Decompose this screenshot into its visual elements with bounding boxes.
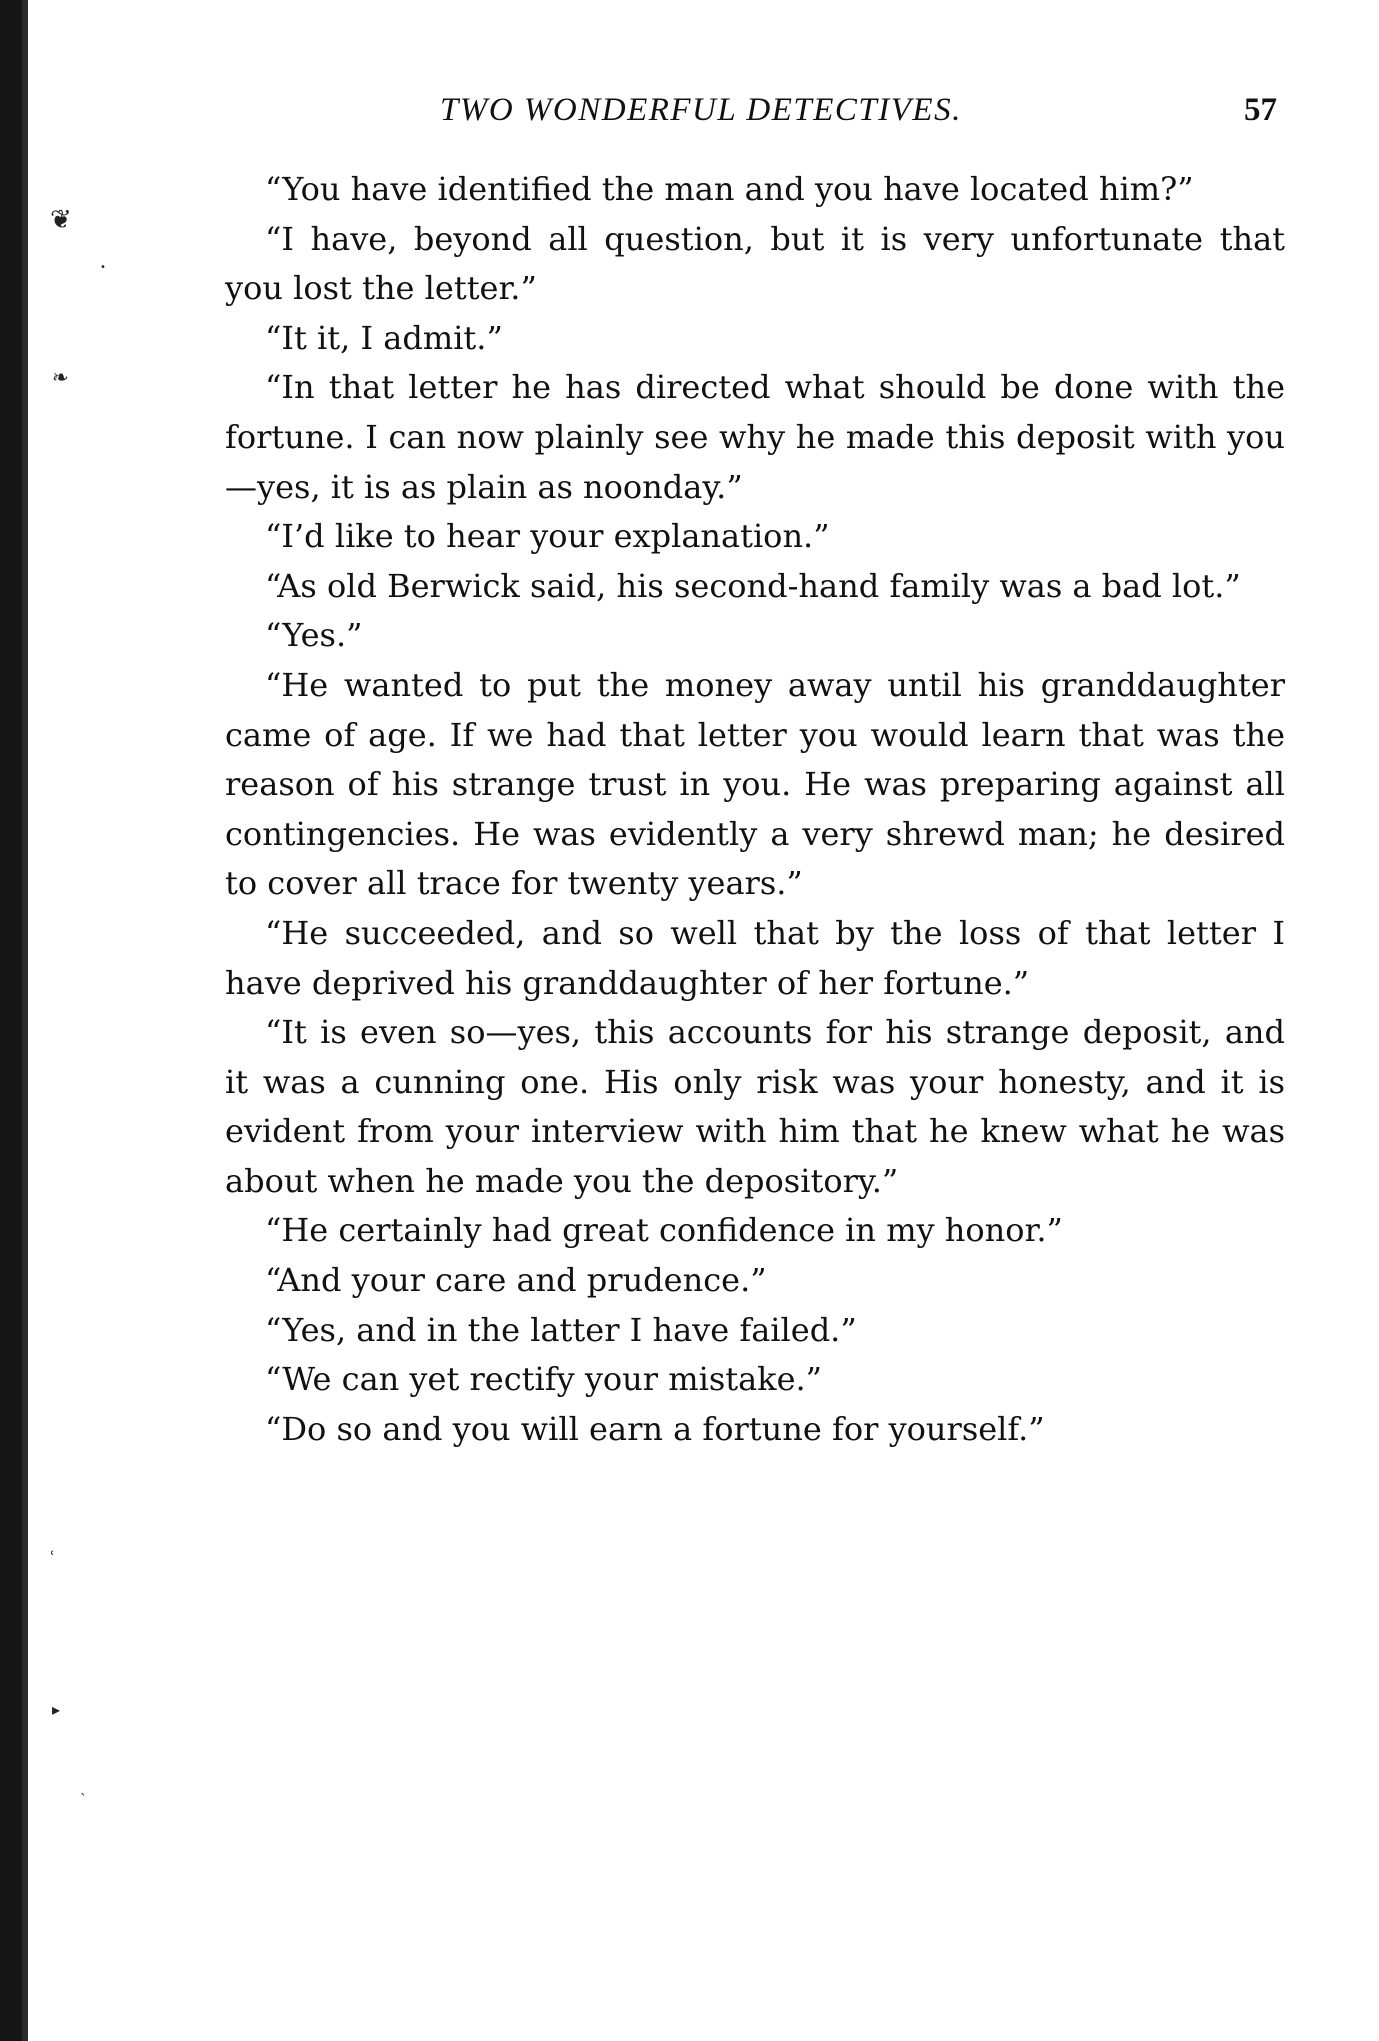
paragraph: “You have identified the man and you have located him?” xyxy=(265,170,1194,208)
body-text xyxy=(225,165,1285,1454)
paragraph: “We can yet rectify your mistake.” xyxy=(265,1360,823,1399)
margin-speck: ˎ xyxy=(80,1780,87,1796)
margin-speck: ▸ xyxy=(52,1700,61,1719)
paragraph: “And your care and prudence.” xyxy=(265,1261,767,1300)
paragraph: “I’d like to hear your explanation.” xyxy=(265,517,830,556)
paragraph: “In that letter he has directed what should be done with the fortune. I can now plainly see why he made this deposit with you—yes, it is as plain as noonday.” xyxy=(225,368,1285,506)
page-number: 57 xyxy=(1244,92,1277,128)
paragraph: “Do so and you will earn a fortune for yourself.” xyxy=(265,1409,1045,1448)
paragraph: “He certainly had great confidence in my honor.” xyxy=(265,1211,1063,1250)
book-spine-edge xyxy=(22,0,28,2041)
running-head xyxy=(225,92,1285,136)
paragraph: “I have, beyond all question, but it is very unfortunate that you lost the letter.” xyxy=(225,219,1285,308)
paragraph: “He succeeded, and so well that by the loss of that letter I have deprived his granddaughter of her fortune.” xyxy=(225,913,1285,1002)
margin-speck: ʿ xyxy=(50,1548,55,1567)
book-spine-shadow xyxy=(0,0,22,2041)
paragraph: “Yes.” xyxy=(265,616,363,655)
paragraph: “As old Berwick said, his second-hand family was a bad lot.” xyxy=(265,566,1241,605)
margin-speck: • xyxy=(100,262,106,273)
paragraph: “He wanted to put the money away until his granddaughter came of age. If we had that letter you would learn that was the reason of his strange trust in you. He was preparing against all contingencies. He was evidently a very shrewd man; he desired to cover all trace for twenty years.” xyxy=(225,665,1285,903)
paragraph: “It it, I admit.” xyxy=(265,318,503,357)
running-title: TWO WONDERFUL DETECTIVES. xyxy=(440,92,962,128)
margin-blot: ❦ xyxy=(50,205,72,235)
paragraph: “Yes, and in the latter I have failed.” xyxy=(265,1310,857,1349)
paragraph: “It is even so—yes, this accounts for his strange deposit, and it was a cunning one. His only risk was your honesty, and it is evident from your interview with him that he knew what he was about when he made you the depository.” xyxy=(225,1013,1285,1200)
margin-blot: ❧ xyxy=(52,365,69,389)
